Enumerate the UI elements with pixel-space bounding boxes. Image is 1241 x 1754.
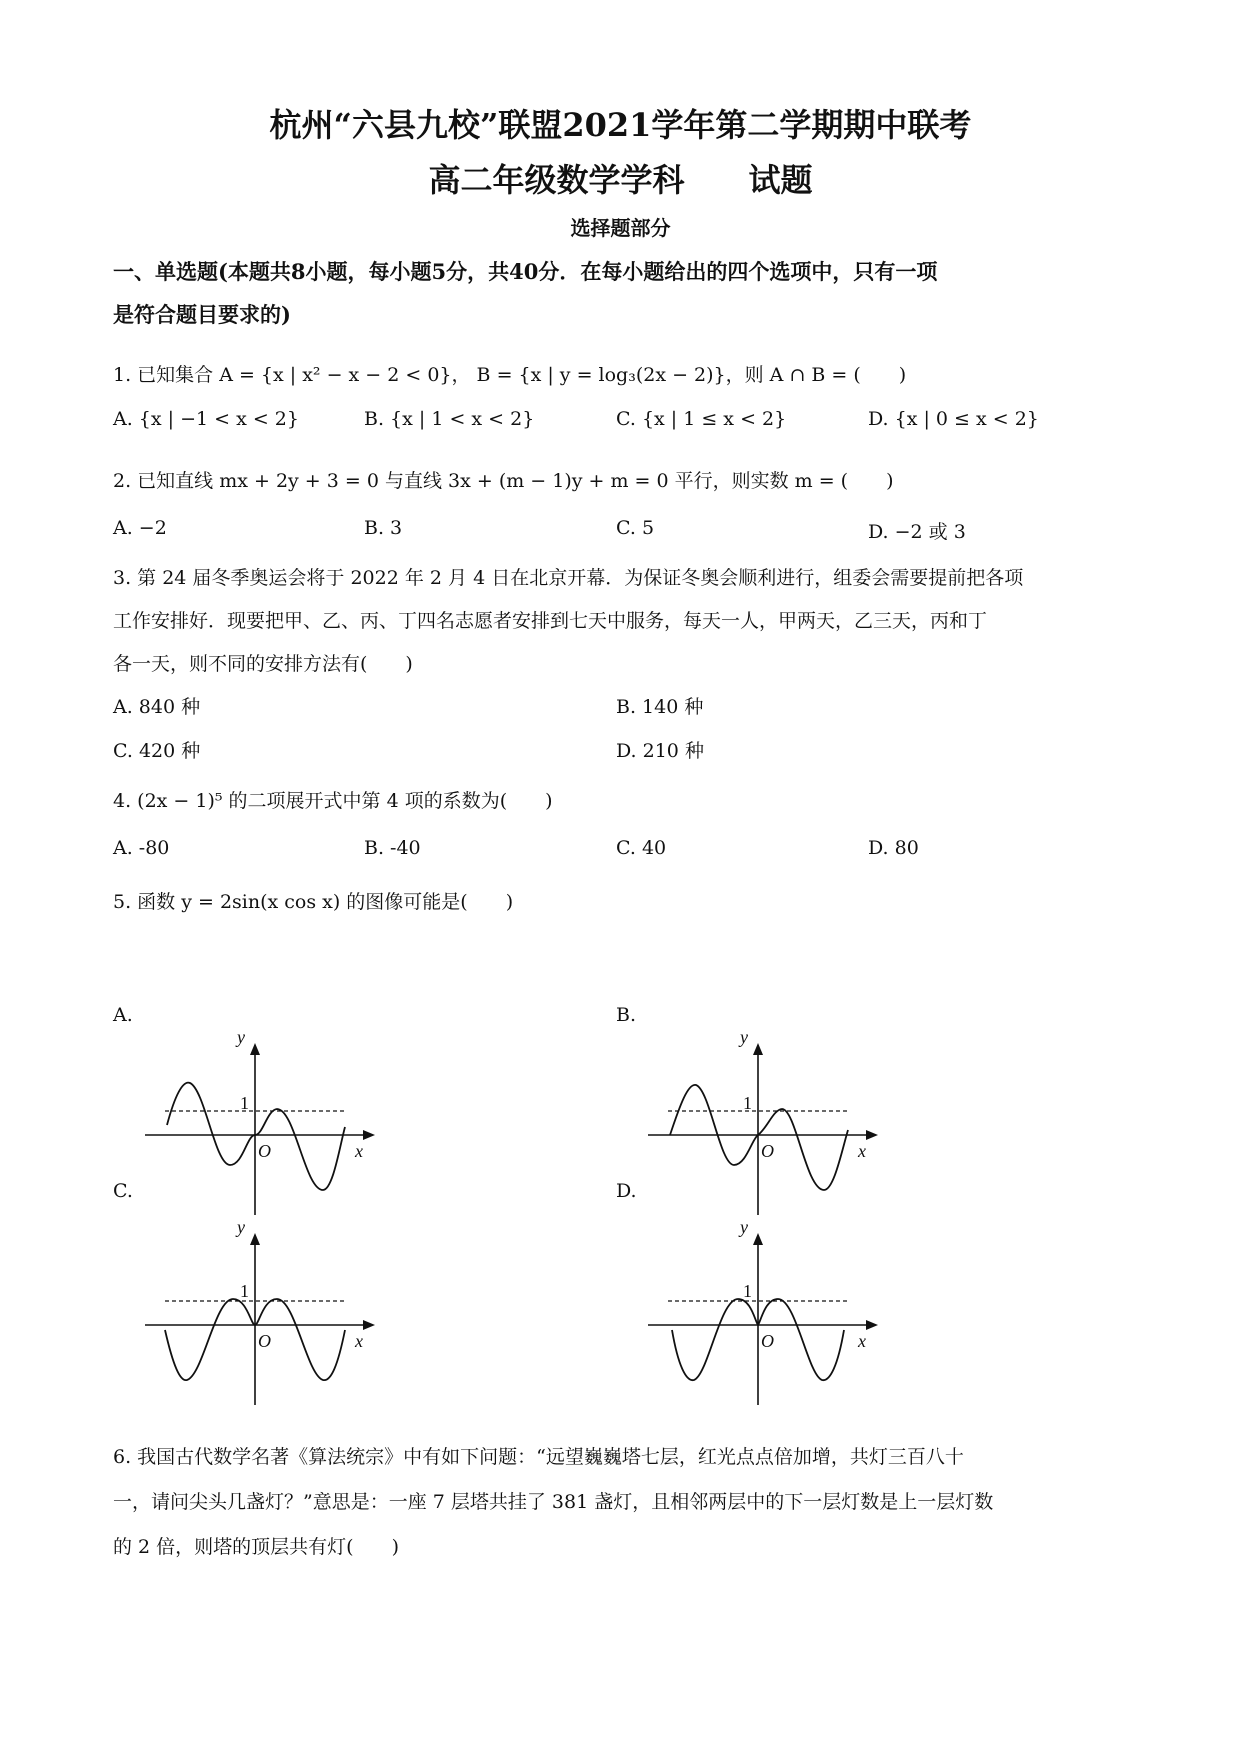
q2-option-a: A. −2 bbox=[113, 517, 167, 539]
section-heading-cont: 是符合题目要求的) bbox=[113, 302, 291, 327]
q1-option-a: A. {x | −1 < x < 2} bbox=[113, 408, 299, 430]
question-1: 1. 已知集合 A = {x | x² − x − 2 < 0}， B = {x | y = log₃(2x − 2)}，则 A ∩ B = ( ) bbox=[113, 364, 907, 386]
q1-option-d: D. {x | 0 ≤ x < 2} bbox=[868, 408, 1039, 430]
page-subtitle: 高二年级数学学科 试题 bbox=[428, 161, 813, 199]
question-5: 5. 函数 y = 2sin(x cos x) 的图像可能是( ) bbox=[113, 891, 514, 913]
q5-option-b: B. bbox=[616, 1004, 637, 1026]
graph-d-y-label: y bbox=[740, 1217, 748, 1237]
graph-c-origin-label: O bbox=[258, 1331, 271, 1351]
q3-option-d: D. 210 种 bbox=[616, 740, 704, 762]
q2-option-b: B. 3 bbox=[364, 517, 403, 539]
question-6-line-1: 6. 我国古代数学名著《算法统宗》中有如下问题：“远望巍巍塔七层，红光点点倍加增，共灯三百八十 bbox=[113, 1446, 964, 1468]
q3-option-c: C. 420 种 bbox=[113, 740, 201, 762]
q3-option-a: A. 840 种 bbox=[113, 696, 201, 718]
q4-option-b: B. -40 bbox=[364, 837, 421, 859]
graph-d-one-label: 1 bbox=[743, 1281, 752, 1301]
graph-d-x-label: x bbox=[858, 1331, 866, 1351]
question-6-line-2: 一，请问尖头几盏灯？”意思是：一座 7 层塔共挂了 381 盏灯，且相邻两层中的下一层灯数是上一层灯数 bbox=[113, 1491, 994, 1513]
q2-option-d: D. −2 或 3 bbox=[868, 521, 966, 543]
q3-option-b: B. 140 种 bbox=[616, 696, 704, 718]
graph-b-y-label: y bbox=[740, 1027, 748, 1047]
q4-option-d: D. 80 bbox=[868, 837, 919, 859]
q2-option-c: C. 5 bbox=[616, 517, 655, 539]
graph-b-x-label: x bbox=[858, 1141, 866, 1161]
graph-option-d bbox=[648, 1217, 888, 1425]
part-label: 选择题部分 bbox=[570, 216, 671, 240]
question-3-line-2: 工作安排好．现要把甲、乙、丙、丁四名志愿者安排到七天中服务，每天一人，甲两天，乙三天，丙和丁 bbox=[113, 610, 988, 632]
q4-option-c: C. 40 bbox=[616, 837, 667, 859]
graph-option-c bbox=[145, 1217, 385, 1425]
graph-c-x-label: x bbox=[355, 1331, 363, 1351]
section-heading: 一、单选题(本题共8小题，每小题5分，共40分．在每小题给出的四个选项中，只有一项 bbox=[113, 259, 938, 284]
graph-b-origin-label: O bbox=[761, 1141, 774, 1161]
graph-c-y-label: y bbox=[237, 1217, 245, 1237]
graph-a-origin-label: O bbox=[258, 1141, 271, 1161]
graph-a-y-label: y bbox=[237, 1027, 245, 1047]
graph-option-b bbox=[648, 1027, 888, 1235]
q1-option-c: C. {x | 1 ≤ x < 2} bbox=[616, 408, 787, 430]
graph-a-x-label: x bbox=[355, 1141, 363, 1161]
q4-option-a: A. -80 bbox=[113, 837, 170, 859]
question-3-line-3: 各一天，则不同的安排方法有( ) bbox=[113, 653, 413, 675]
question-6-line-3: 的 2 倍，则塔的顶层共有灯( ) bbox=[113, 1536, 399, 1558]
question-2: 2. 已知直线 mx + 2y + 3 = 0 与直线 3x + (m − 1)y + m = 0 平行，则实数 m = ( ) bbox=[113, 470, 894, 492]
page-title: 杭州“六县九校”联盟2021学年第二学期期中联考 bbox=[269, 106, 972, 144]
q5-option-d: D. bbox=[616, 1180, 637, 1202]
graph-c-one-label: 1 bbox=[240, 1281, 249, 1301]
q5-option-a: A. bbox=[113, 1004, 133, 1026]
q5-option-c: C. bbox=[113, 1180, 133, 1202]
question-4: 4. (2x − 1)⁵ 的二项展开式中第 4 项的系数为( ) bbox=[113, 790, 553, 812]
graph-d-origin-label: O bbox=[761, 1331, 774, 1351]
graph-option-a bbox=[145, 1027, 385, 1235]
q1-option-b: B. {x | 1 < x < 2} bbox=[364, 408, 535, 430]
question-3-line-1: 3. 第 24 届冬季奥运会将于 2022 年 2 月 4 日在北京开幕．为保证冬奥会顺利进行，组委会需要提前把各项 bbox=[113, 567, 1024, 589]
graph-a-one-label: 1 bbox=[240, 1093, 249, 1113]
graph-b-one-label: 1 bbox=[743, 1093, 752, 1113]
